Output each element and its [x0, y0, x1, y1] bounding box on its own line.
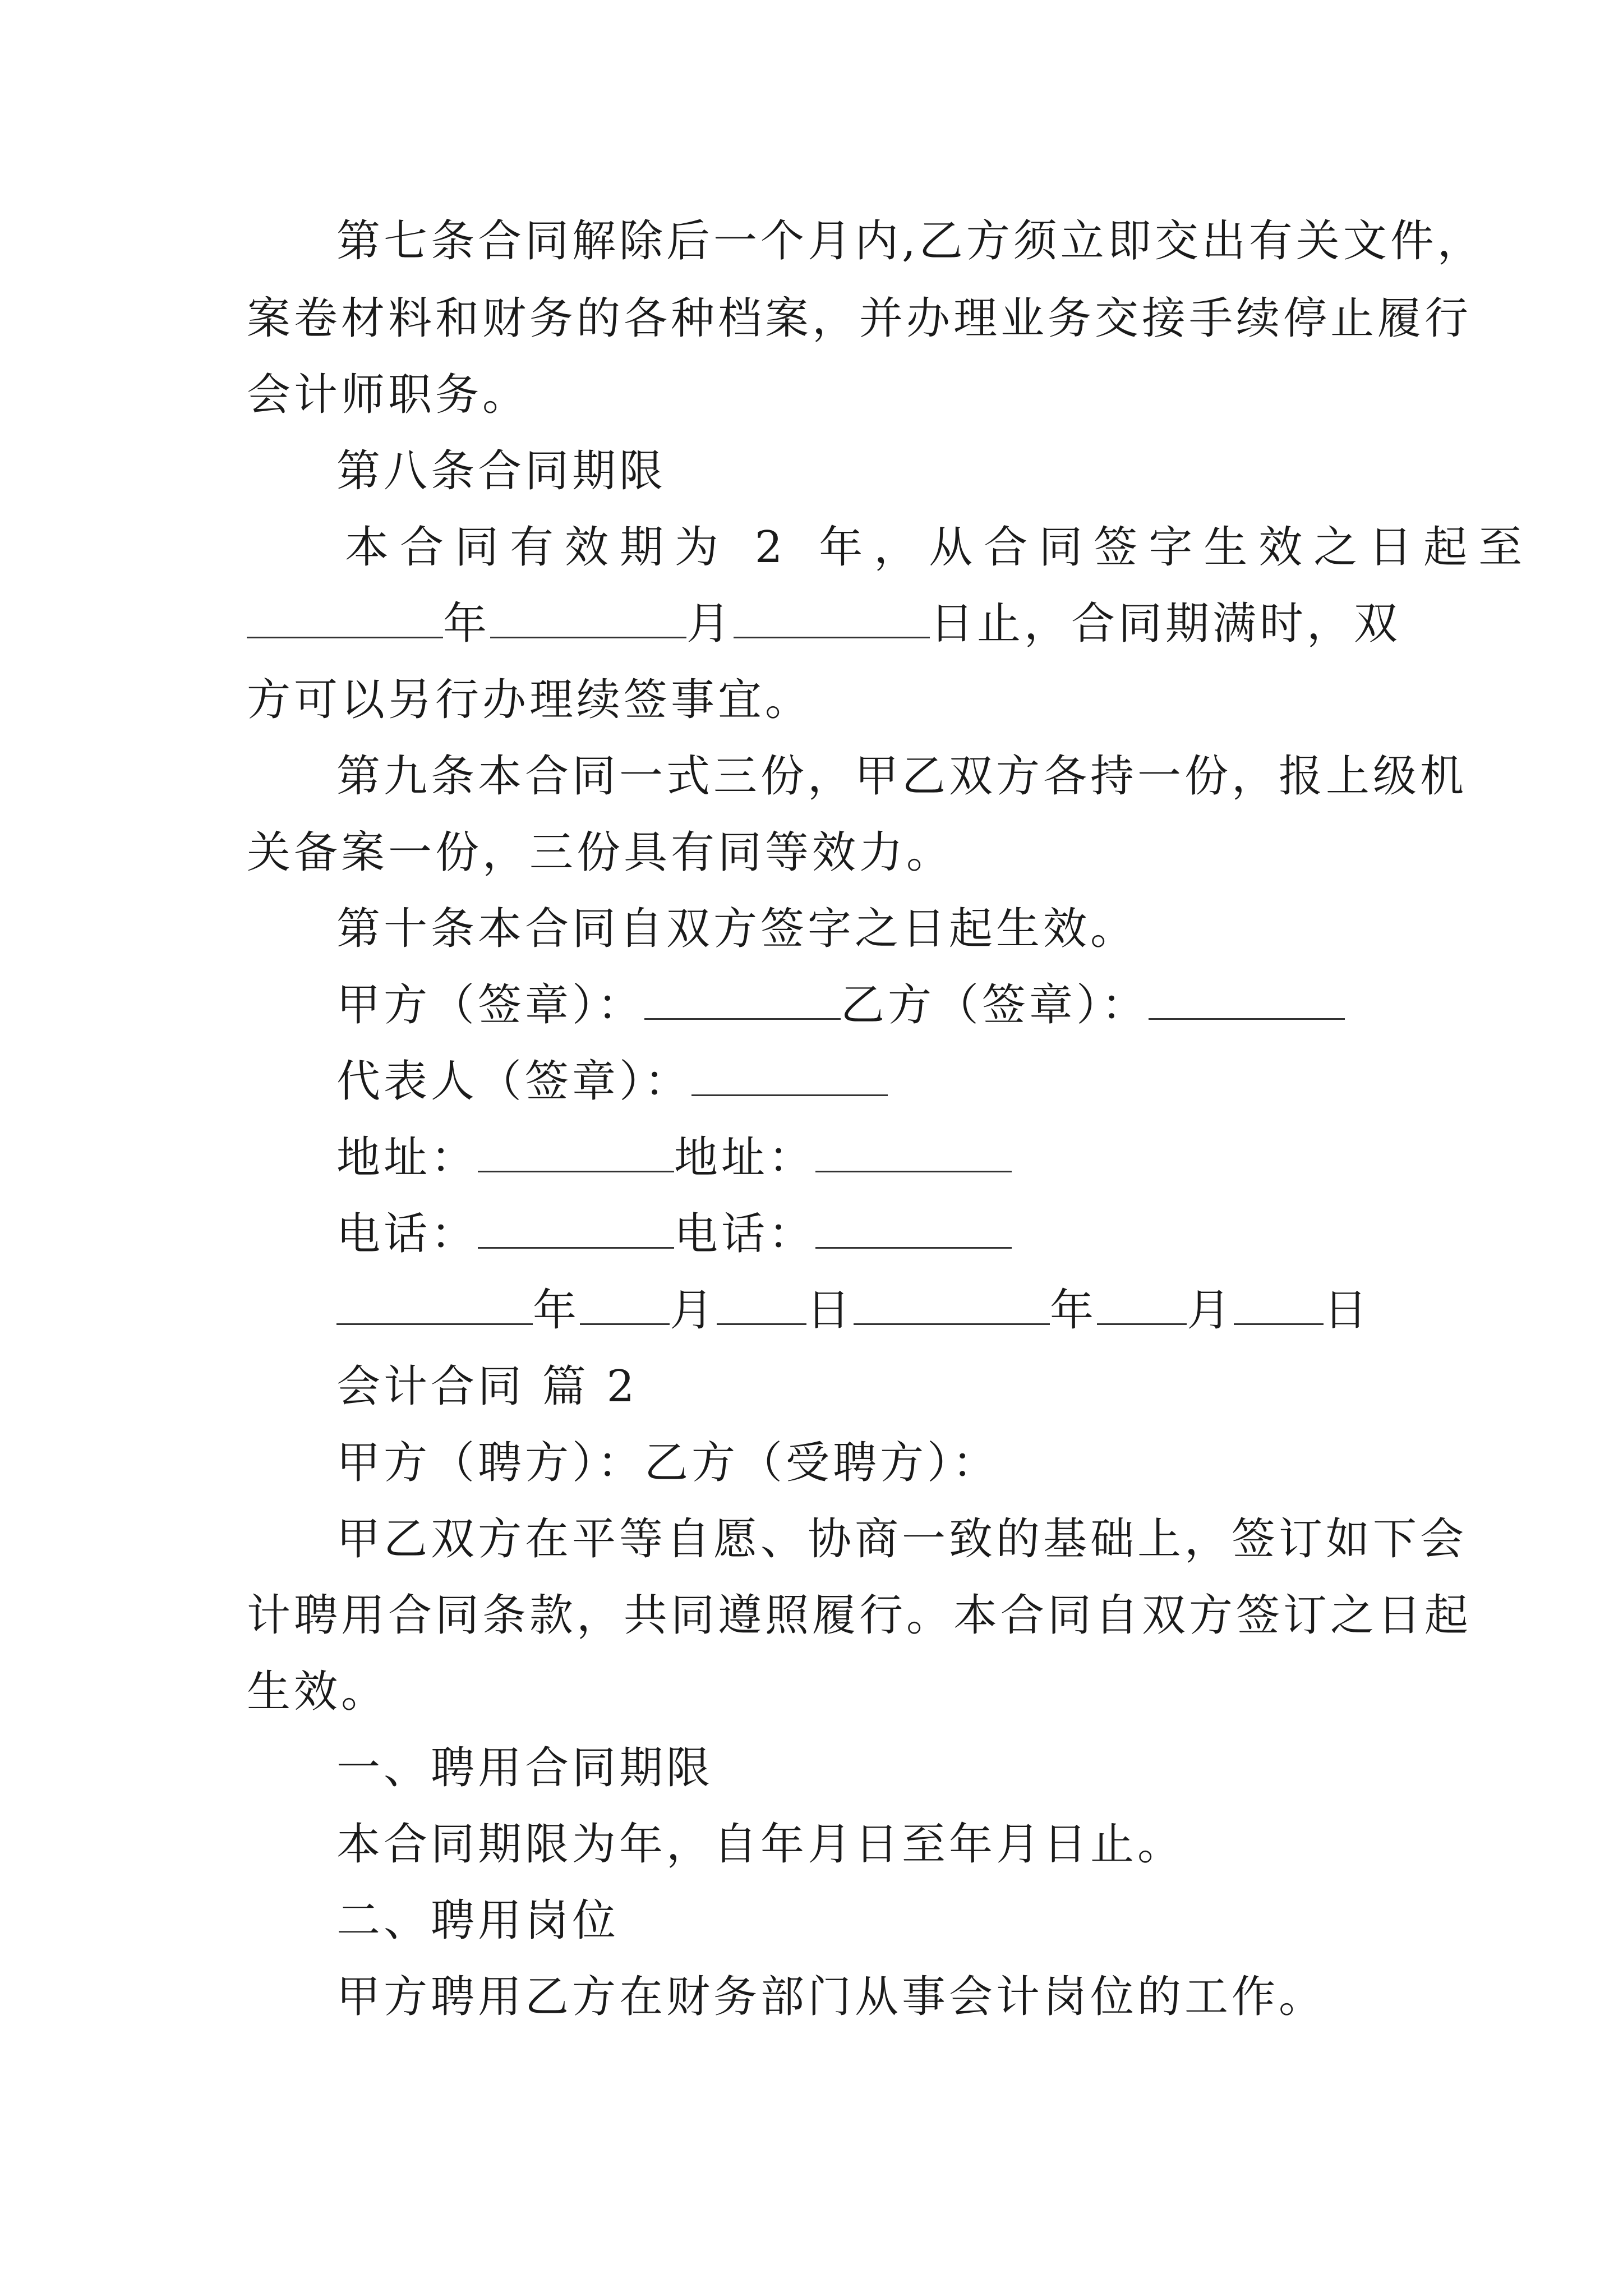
intro-line-1: 甲乙双方在平等自愿、协商一致的基础上，签订如下会 — [336, 1514, 1468, 1565]
year-blank[interactable] — [247, 597, 443, 638]
date-a-month-blank[interactable] — [580, 1284, 670, 1325]
parties-line: 甲方（聘方）：乙方（受聘方）： — [336, 1438, 1000, 1488]
date-b-day-blank[interactable] — [1234, 1284, 1324, 1325]
address-row — [336, 1130, 1012, 1186]
article-8-line-1: 本合同有效期为 2 年，从合同签字生效之日起至 — [345, 522, 1534, 573]
intro-line-2: 计聘用合同条款，共同遵照履行。本合同自双方签订之日起 — [247, 1590, 1472, 1641]
article-7-line-2: 案卷材料和财务的各种档案，并办理业务交接手续停止履行 — [247, 293, 1472, 344]
heading-1-body: 本合同期限为年，自年月日至年月日止。 — [336, 1819, 1185, 1870]
date-b-month: 月 — [1187, 1285, 1234, 1336]
date-a-day-blank[interactable] — [717, 1284, 806, 1325]
phone-a-blank[interactable] — [478, 1208, 674, 1249]
article-8-line-2 — [247, 596, 1401, 652]
heading-2: 二、聘用岗位 — [336, 1895, 620, 1946]
phone-b-blank[interactable] — [815, 1208, 1012, 1249]
article-9-line-1: 第九条本合同一式三份，甲乙双方各持一份，报上级机 — [336, 751, 1468, 802]
article-8-line-2-rest: 日止，合同期满时，双 — [930, 599, 1401, 649]
phone-row — [336, 1206, 1012, 1262]
month-label: 月 — [686, 599, 734, 649]
address-a-blank[interactable] — [478, 1131, 674, 1172]
party-a-sign-label: 甲方（签章）： — [336, 980, 645, 1030]
phone-b-label: 电话： — [674, 1209, 816, 1259]
representative-blank[interactable] — [691, 1055, 888, 1096]
representative-label: 代表人（签章）： — [336, 1056, 692, 1107]
date-a-year-blank[interactable] — [336, 1284, 533, 1325]
section-2-title: 会计合同 篇 2 — [336, 1361, 638, 1412]
heading-1: 一、聘用合同期限 — [336, 1743, 714, 1793]
day-blank[interactable] — [734, 597, 930, 638]
phone-a-label: 电话： — [336, 1209, 478, 1259]
party-b-sign-label: 乙方（签章）： — [841, 980, 1149, 1030]
party-a-sign-blank[interactable] — [644, 979, 841, 1020]
date-b-month-blank[interactable] — [1097, 1284, 1187, 1325]
date-b-year-blank[interactable] — [854, 1284, 1050, 1325]
month-blank[interactable] — [490, 597, 686, 638]
date-a-day: 日 — [806, 1285, 854, 1336]
article-7-line-3: 会计师职务。 — [247, 370, 530, 420]
article-9-line-2: 关备案一份，三份具有同等效力。 — [247, 827, 954, 878]
year-label: 年 — [443, 599, 491, 649]
date-b-day: 日 — [1324, 1285, 1371, 1336]
party-b-sign-blank[interactable] — [1149, 979, 1345, 1020]
representative-row — [336, 1053, 888, 1110]
date-row — [336, 1282, 1371, 1338]
date-a-year: 年 — [533, 1285, 580, 1336]
address-a-label: 地址： — [336, 1133, 478, 1183]
article-8-title: 第八条合同期限 — [336, 446, 667, 496]
signature-row — [336, 977, 1345, 1033]
date-b-year: 年 — [1050, 1285, 1098, 1336]
article-10: 第十条本合同自双方签字之日起生效。 — [336, 904, 1138, 954]
article-7-line-1: 第七条合同解除后一个月内,乙方须立即交出有关文件， — [336, 216, 1484, 266]
intro-line-3: 生效。 — [247, 1667, 389, 1717]
address-b-blank[interactable] — [815, 1131, 1012, 1172]
date-a-month: 月 — [670, 1285, 717, 1336]
article-8-line-3: 方可以另行办理续签事宜。 — [247, 675, 813, 725]
heading-2-body: 甲方聘用乙方在财务部门从事会计岗位的工作。 — [336, 1972, 1326, 2022]
address-b-label: 地址： — [674, 1133, 816, 1183]
